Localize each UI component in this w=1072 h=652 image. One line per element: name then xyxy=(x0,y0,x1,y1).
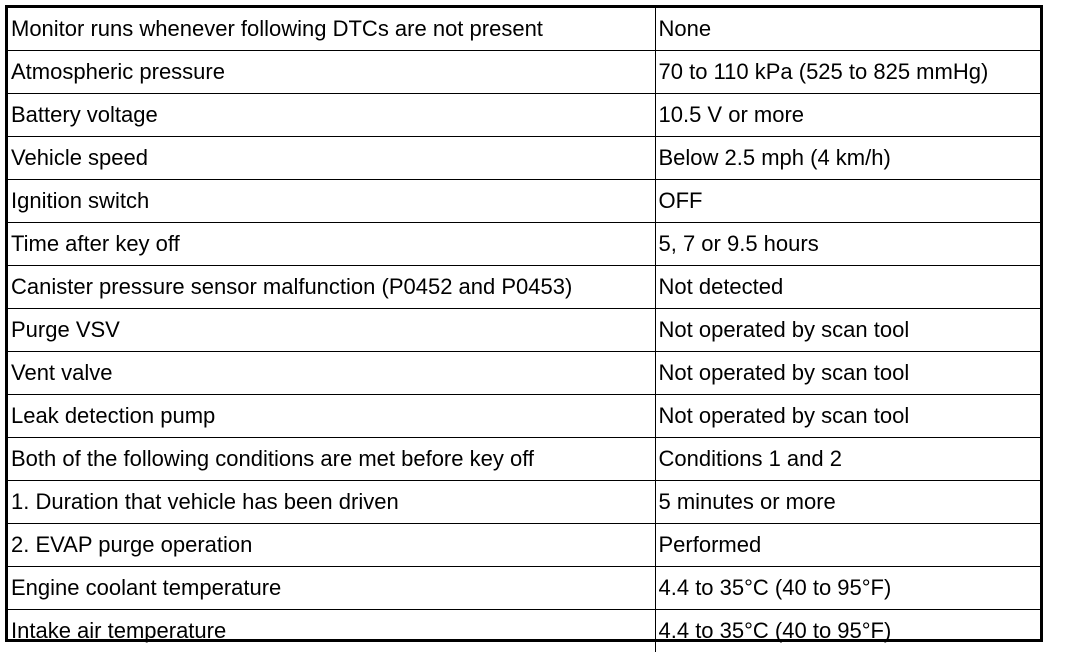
condition-item: Atmospheric pressure xyxy=(8,51,655,94)
condition-spec: 4.4 to 35°C (40 to 95°F) xyxy=(655,610,1040,652)
table-row xyxy=(8,137,1040,180)
condition-item: 2. EVAP purge operation xyxy=(8,524,655,567)
condition-spec: None xyxy=(655,8,1040,51)
condition-spec: 70 to 110 kPa (525 to 825 mmHg) xyxy=(655,51,1040,94)
condition-item: Monitor runs whenever following DTCs are not present xyxy=(8,8,655,51)
condition-spec: Performed xyxy=(655,524,1040,567)
condition-item: 1. Duration that vehicle has been driven xyxy=(8,481,655,524)
table-row xyxy=(8,223,1040,266)
table-row xyxy=(8,610,1040,652)
table-body xyxy=(8,8,1040,652)
condition-item: Canister pressure sensor malfunction (P0452 and P0453) xyxy=(8,266,655,309)
monitor-conditions-table xyxy=(5,5,1043,642)
condition-spec: Not operated by scan tool xyxy=(655,395,1040,438)
table-row xyxy=(8,309,1040,352)
conditions-table-grid xyxy=(8,8,1040,652)
condition-item: Vent valve xyxy=(8,352,655,395)
condition-spec: 10.5 V or more xyxy=(655,94,1040,137)
condition-item: Ignition switch xyxy=(8,180,655,223)
condition-item: Engine coolant temperature xyxy=(8,567,655,610)
condition-item: Both of the following conditions are met before key off xyxy=(8,438,655,481)
condition-spec: 4.4 to 35°C (40 to 95°F) xyxy=(655,567,1040,610)
condition-item: Time after key off xyxy=(8,223,655,266)
condition-item: Leak detection pump xyxy=(8,395,655,438)
table-row xyxy=(8,395,1040,438)
condition-item: Purge VSV xyxy=(8,309,655,352)
condition-item: Battery voltage xyxy=(8,94,655,137)
table-row xyxy=(8,180,1040,223)
condition-spec: OFF xyxy=(655,180,1040,223)
condition-spec: Not operated by scan tool xyxy=(655,309,1040,352)
table-row xyxy=(8,352,1040,395)
condition-spec: Not operated by scan tool xyxy=(655,352,1040,395)
table-row xyxy=(8,524,1040,567)
table-row xyxy=(8,567,1040,610)
table-row xyxy=(8,266,1040,309)
condition-spec: 5, 7 or 9.5 hours xyxy=(655,223,1040,266)
condition-item: Vehicle speed xyxy=(8,137,655,180)
condition-spec: Conditions 1 and 2 xyxy=(655,438,1040,481)
table-row xyxy=(8,481,1040,524)
table-row xyxy=(8,438,1040,481)
condition-spec: Below 2.5 mph (4 km/h) xyxy=(655,137,1040,180)
table-row xyxy=(8,8,1040,51)
condition-item: Intake air temperature xyxy=(8,610,655,652)
condition-spec: Not detected xyxy=(655,266,1040,309)
condition-spec: 5 minutes or more xyxy=(655,481,1040,524)
table-row xyxy=(8,51,1040,94)
table-row xyxy=(8,94,1040,137)
